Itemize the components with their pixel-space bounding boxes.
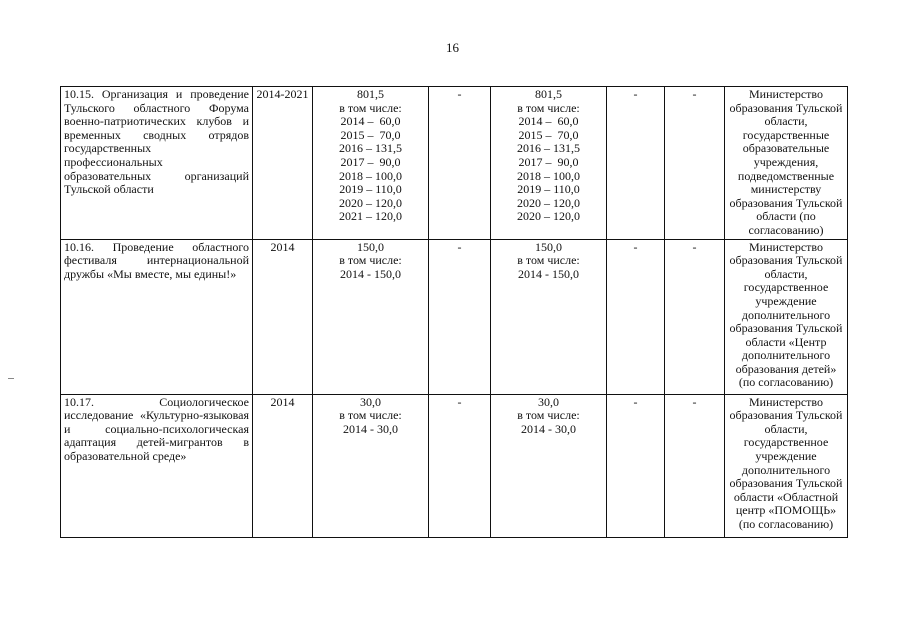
responsible-executor: Министерство образования Тульской области, государственное учреждение дополнительного образования Тульской области «Областной центр «ПОМОЩЬ» (по согласованию) [725,394,848,537]
other-funding: - [665,87,725,240]
local-funding: - [607,239,665,394]
page-number: 16 [446,40,459,55]
regional-funding: 30,0 в том числе: 2014 - 30,0 [491,394,607,537]
total-funding: 150,0 в том числе: 2014 - 150,0 [313,239,429,394]
other-funding: - [665,239,725,394]
local-funding: - [607,394,665,537]
responsible-executor: Министерство образования Тульской области, государственные образовательные учреждения, подведомственные министерству образования Тульской области (по согласованию) [725,87,848,240]
regional-funding: 801,5 в том числе: 2014 – 60,0 2015 – 70,0 2016 – 131,5 2017 – 90,0 2018 – 100,0 2019 – 110,0 2020 – 120,0 2020 – 120,0 [491,87,607,240]
table-row [61,239,848,394]
federal-funding: - [429,394,491,537]
activity-period: 2014 [253,239,313,394]
federal-funding: - [429,87,491,240]
total-funding: 801,5 в том числе: 2014 – 60,0 2015 – 70,0 2016 – 131,5 2017 – 90,0 2018 – 100,0 2019 – 110,0 2020 – 120,0 2021 – 120,0 [313,87,429,240]
margin-mark [8,378,14,379]
regional-funding: 150,0 в том числе: 2014 - 150,0 [491,239,607,394]
other-funding: - [665,394,725,537]
local-funding: - [607,87,665,240]
total-funding: 30,0 в том числе: 2014 - 30,0 [313,394,429,537]
activity-name: 10.15. Организация и проведение Тульского областного Форума военно-патриотических клубов и временных сводных отрядов государственных профессиональных образовательных организаций Тульской области [61,87,253,240]
table-row [61,394,848,537]
activity-name: 10.17. Социологическое исследование «Культурно-языковая и социально-психологическая адаптация детей-мигрантов в образовательной среде» [61,394,253,537]
activity-period: 2014 [253,394,313,537]
table-row [61,87,848,240]
program-activities-table [60,86,848,538]
activity-name: 10.16. Проведение областного фестиваля интернациональной дружбы «Мы вместе, мы едины!» [61,239,253,394]
federal-funding: - [429,239,491,394]
responsible-executor: Министерство образования Тульской области, государственное учреждение дополнительного образования Тульской области «Центр дополнительного образования детей» (по согласованию) [725,239,848,394]
activity-period: 2014-2021 [253,87,313,240]
